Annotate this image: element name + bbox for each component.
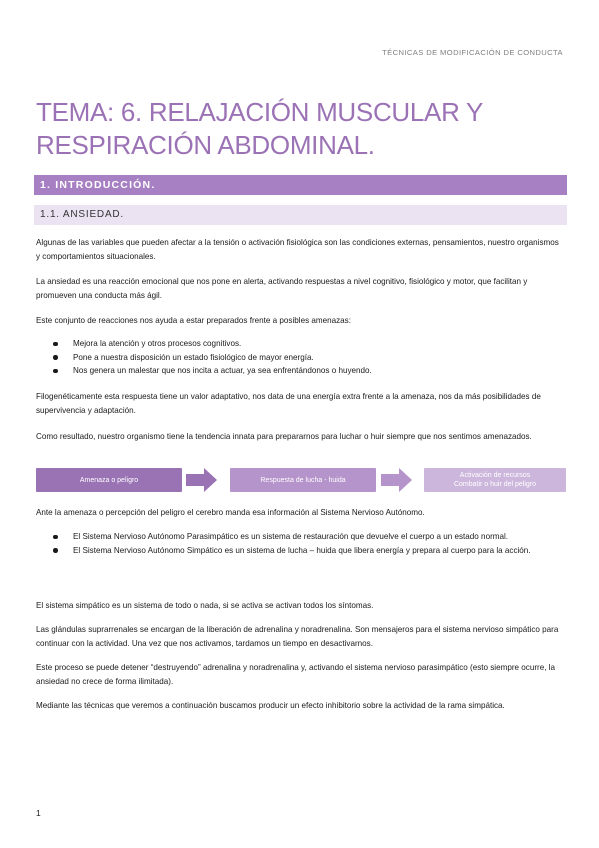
list-item-text: Nos genera un malestar que nos incita a actuar, ya sea enfrentándonos o huyendo. xyxy=(73,366,372,375)
list-item-text: El Sistema Nervioso Autónomo Parasimpático es un sistema de restauración que devuelve el cuerpo a un estado normal. xyxy=(73,532,509,541)
flow-step-activacion xyxy=(424,468,566,492)
paragraph-resultado: Como resultado, nuestro organismo tiene la tendencia innata para prepararnos para luchar o huir siempre que nos sentimos amenazados. xyxy=(36,432,532,441)
bullet-icon xyxy=(53,535,58,540)
list-item xyxy=(36,337,564,351)
list-item-text: Pone a nuestra disposición un estado fisiológico de mayor energía. xyxy=(73,352,314,362)
flow-step-label: Respuesta de lucha - huida xyxy=(260,476,346,484)
paragraph-proceso: Este proceso se puede detener “destruyendo” adrenalina y noradrenalina y, activando el sistema nervioso parasimpático (esto siempre ocurre, la ansiedad no crece de forma ilimitada). xyxy=(36,663,556,686)
paragraph-simpatico: El sistema simpático es un sistema de todo o nada, si se activa se activan todos los síntomas. xyxy=(36,601,374,610)
subsection-heading: 1.1. ANSIEDAD. xyxy=(34,205,567,225)
flow-step-label: Activación de recursos xyxy=(459,472,531,479)
arrow-right-icon xyxy=(186,468,218,492)
arrow-right-icon xyxy=(381,468,413,492)
list-item-text: Mejora la atención y otros procesos cognitivos. xyxy=(73,339,242,348)
title-line-1: TEMA: 6. RELAJACIÓN MUSCULAR Y xyxy=(36,97,484,127)
list-item xyxy=(36,530,564,544)
bullet-icon xyxy=(53,355,58,360)
flow-step-label: Combatir o huir del peligro xyxy=(453,481,537,488)
bullet-icon xyxy=(53,548,58,553)
paragraph-glandulas: Las glándulas suprarrenales se encargan de la liberación de adrenalina y noradrenalina. Son mensajeros para el sistema nervioso simpático para continuar con la actividad. Una vez que nos activamos, tardamos un tiempo en desactivarnos. xyxy=(36,625,559,648)
paragraph-reacciones: Este conjunto de reacciones nos ayuda a estar preparados frente a posibles amenazas: xyxy=(36,316,351,325)
paragraph-filogenetica: Filogenéticamente esta respuesta tiene un valor adaptativo, nos data de una energía extra frente a la amenaza, nos da más posibilidades de supervivencia y adaptación. xyxy=(36,392,541,415)
list-item-text: El Sistema Nervioso Autónomo Simpático es un sistema de lucha – huida que libera energía y prepara al cuerpo para la acción. xyxy=(73,545,531,555)
bullet-list-sistema xyxy=(36,530,564,557)
section-heading: 1. INTRODUCCIÓN. xyxy=(34,175,567,195)
paragraph-tecnicas: Mediante las técnicas que veremos a continuación buscamos producir un efecto inhibitorio sobre la actividad de la rama simpática. xyxy=(36,701,505,710)
list-item xyxy=(36,544,564,558)
running-header: TÉCNICAS DE MODIFICACIÓN DE CONDUCTA xyxy=(382,48,563,57)
list-item xyxy=(36,364,564,378)
paragraph-ansiedad: La ansiedad es una reacción emocional que nos pone en alerta, activando respuestas a nivel cognitivo, fisiológico y motor, que facilitan y promueven una conducta más ágil. xyxy=(36,277,528,300)
page-title xyxy=(36,96,566,162)
bullet-icon xyxy=(53,369,58,374)
flow-step-amenaza xyxy=(36,468,182,492)
list-item xyxy=(36,351,564,365)
bullet-icon xyxy=(53,342,58,347)
paragraph-variables: Algunas de las variables que pueden afectar a la tensión o activación fisiológica son las condiciones externas, pensamientos, nuestro organismos y comportamientos situacionales. xyxy=(36,238,559,261)
flow-step-respuesta xyxy=(230,468,376,492)
page-number: 1 xyxy=(36,808,41,818)
bullet-list-reacciones xyxy=(36,337,564,378)
title-line-2: RESPIRACIÓN ABDOMINAL. xyxy=(36,130,375,160)
flow-step-label: Amenaza o peligro xyxy=(79,476,139,484)
paragraph-amenaza: Ante la amenaza o percepción del peligro el cerebro manda esa información al Sistema Nervioso Autónomo. xyxy=(36,508,425,517)
